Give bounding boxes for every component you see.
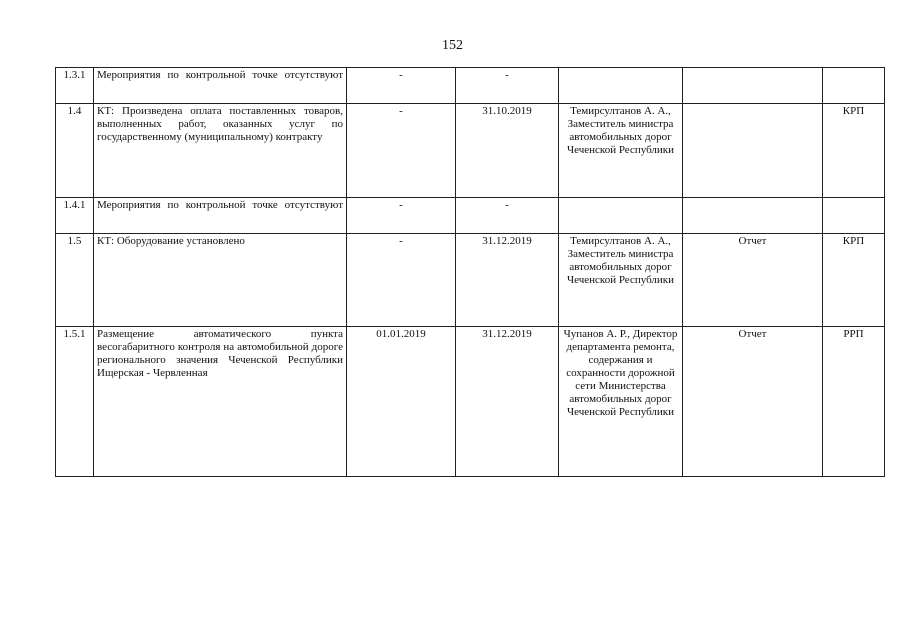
row-responsible: Темирсултанов А. А., Заместитель министра автомобильных дорог Чеченской Республики	[559, 104, 683, 198]
row-end-date: 31.10.2019	[456, 104, 559, 198]
row-responsible: Чупанов А. Р., Директор департамента ремонта, содержания и сохранности дорожной сети Министерства автомобильных дорог Чеченской Республики	[559, 327, 683, 477]
row-responsible	[559, 68, 683, 104]
table-row	[56, 104, 885, 198]
table-row	[56, 327, 885, 477]
row-number: 1.4	[56, 104, 94, 198]
row-end-date: -	[456, 68, 559, 104]
row-name: Размещение автоматического пункта весогабаритного контроля на автомобильной дороге регионального значения Чеченской Республики Ищерская - Червленная	[94, 327, 347, 477]
row-document: Отчет	[683, 327, 823, 477]
row-end-date: 31.12.2019	[456, 234, 559, 327]
row-document: Отчет	[683, 234, 823, 327]
row-start-date: -	[347, 198, 456, 234]
row-number: 1.4.1	[56, 198, 94, 234]
row-responsible	[559, 198, 683, 234]
row-level: КРП	[823, 234, 885, 327]
row-name: КТ: Оборудование установлено	[94, 234, 347, 327]
row-level	[823, 198, 885, 234]
row-document	[683, 68, 823, 104]
table-row	[56, 68, 885, 104]
row-responsible: Темирсултанов А. А., Заместитель министра автомобильных дорог Чеченской Республики	[559, 234, 683, 327]
row-level: КРП	[823, 104, 885, 198]
table-row	[56, 198, 885, 234]
row-number: 1.5.1	[56, 327, 94, 477]
row-number: 1.3.1	[56, 68, 94, 104]
page-number: 152	[442, 38, 463, 53]
row-name: Мероприятия по контрольной точке отсутствуют	[94, 68, 347, 104]
row-number: 1.5	[56, 234, 94, 327]
row-level	[823, 68, 885, 104]
row-end-date: 31.12.2019	[456, 327, 559, 477]
row-document	[683, 198, 823, 234]
plan-table	[55, 67, 885, 477]
row-start-date: 01.01.2019	[347, 327, 456, 477]
row-start-date: -	[347, 104, 456, 198]
table-row	[56, 234, 885, 327]
row-name: КТ: Произведена оплата поставленных товаров, выполненных работ, оказанных услуг по государственному (муниципальному) контракту	[94, 104, 347, 198]
row-start-date: -	[347, 234, 456, 327]
row-name: Мероприятия по контрольной точке отсутствуют	[94, 198, 347, 234]
row-start-date: -	[347, 68, 456, 104]
row-level: РРП	[823, 327, 885, 477]
row-document	[683, 104, 823, 198]
row-end-date: -	[456, 198, 559, 234]
